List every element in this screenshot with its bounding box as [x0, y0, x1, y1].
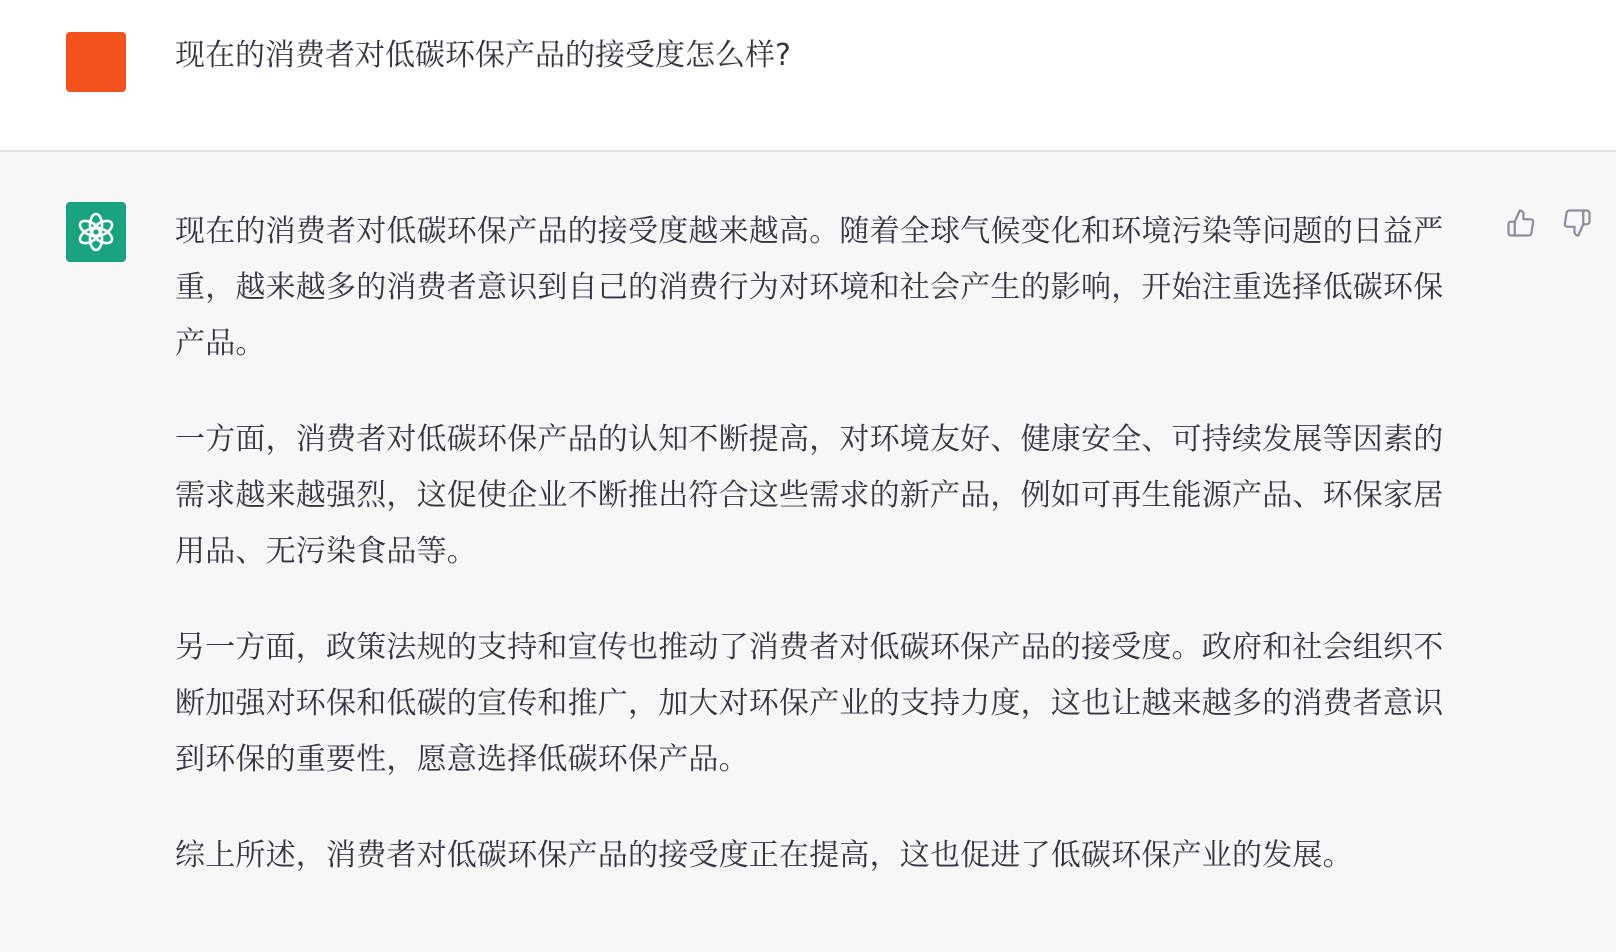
user-avatar: [66, 32, 126, 92]
thumbs-up-icon: [1506, 208, 1536, 238]
thumbs-up-button[interactable]: [1504, 206, 1538, 240]
assistant-paragraph: 现在的消费者对低碳环保产品的接受度越来越高。随着全球气候变化和环境污染等问题的日益严重，越来越多的消费者意识到自己的消费行为对环境和社会产生的影响，开始注重选择低碳环保产品。: [175, 214, 1444, 361]
thumbs-down-icon: [1562, 208, 1592, 238]
feedback-controls: [1504, 206, 1594, 240]
assistant-paragraph: 综上所述，消费者对低碳环保产品的接受度正在提高，这也促进了低碳环保产业的发展。: [175, 838, 1353, 873]
openai-logo-icon: [75, 211, 117, 253]
assistant-message-body: [175, 204, 1465, 924]
assistant-message-row: [0, 152, 1616, 952]
user-message-row: [0, 0, 1616, 152]
thumbs-down-button[interactable]: [1560, 206, 1594, 240]
assistant-avatar: [66, 202, 126, 262]
assistant-paragraph: 一方面，消费者对低碳环保产品的认知不断提高，对环境友好、健康安全、可持续发展等因素的需求越来越强烈，这促使企业不断推出符合这些需求的新产品，例如可再生能源产品、环保家居用品、无污染食品等。: [175, 422, 1444, 569]
assistant-paragraph: 另一方面，政策法规的支持和宣传也推动了消费者对低碳环保产品的接受度。政府和社会组织不断加强对环保和低碳的宣传和推广，加大对环保产业的支持力度，这也让越来越多的消费者意识到环保的重要性，愿意选择低碳环保产品。: [175, 630, 1444, 777]
user-message-text: 现在的消费者对低碳环保产品的接受度怎么样?: [175, 38, 791, 73]
